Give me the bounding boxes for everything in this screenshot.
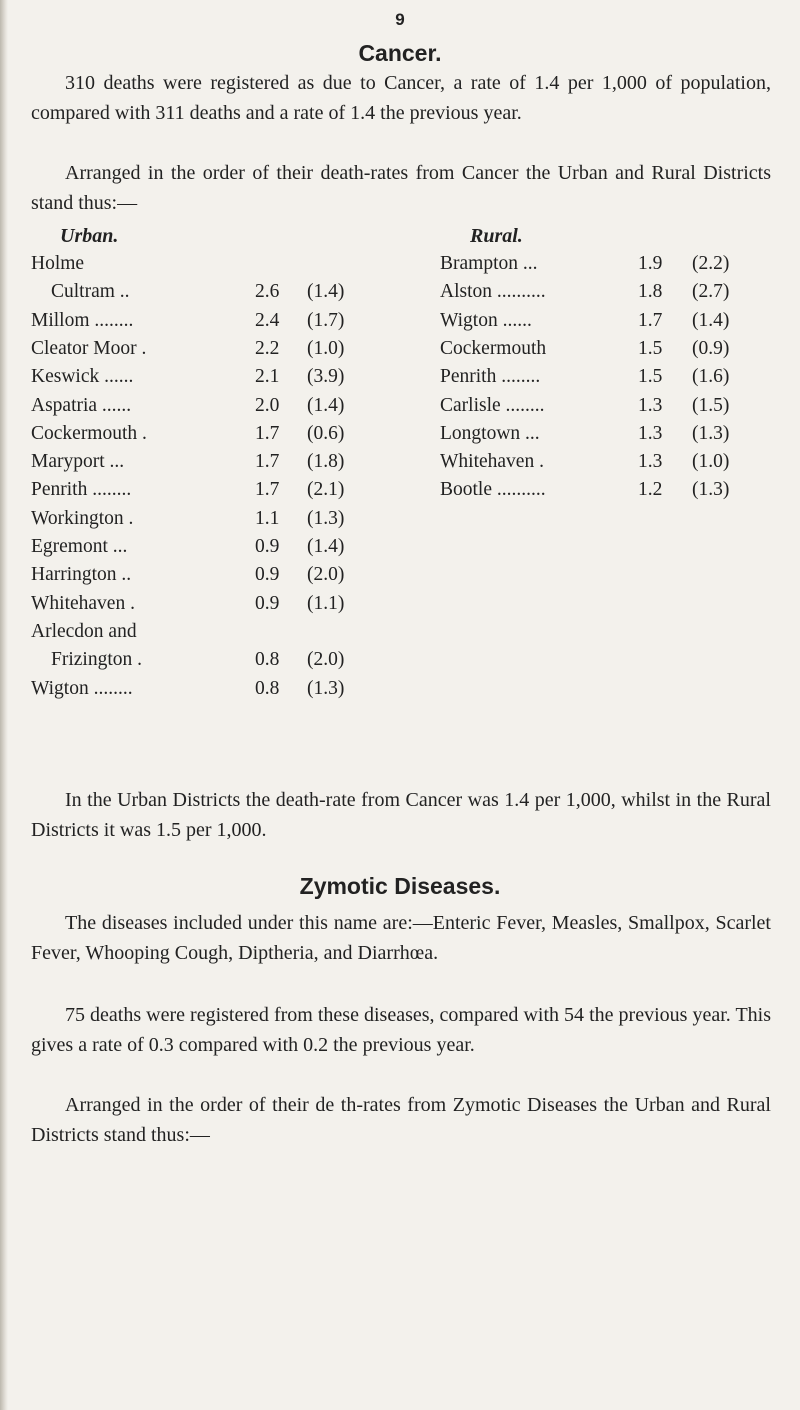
table-row <box>31 277 371 307</box>
previous-rate: (1.3) <box>692 479 730 501</box>
death-rate: 2.1 <box>255 366 280 388</box>
district-name: Cockermouth <box>440 337 547 359</box>
previous-rate: (0.9) <box>692 337 730 359</box>
district-name: Cockermouth . <box>31 422 147 444</box>
death-rate: 1.7 <box>255 479 280 501</box>
district-name: Holme <box>31 253 85 274</box>
death-rate: 0.9 <box>255 536 280 557</box>
table-row <box>31 391 371 421</box>
previous-rate: (1.4) <box>307 536 345 557</box>
district-name: Cleator Moor . <box>31 337 147 359</box>
table-row <box>31 475 371 505</box>
death-rate: 1.1 <box>255 507 280 529</box>
death-rate: 0.9 <box>255 592 280 614</box>
zymotic-arranged-text: Arranged in the order of their de th-rates from Zymotic Diseases the Urban and Rural Districts stand thus:— <box>31 1094 771 1146</box>
death-rate: 1.3 <box>638 394 663 416</box>
previous-rate: (1.4) <box>307 394 345 416</box>
table-row <box>31 249 371 279</box>
table-row <box>31 504 371 534</box>
previous-rate: (1.1) <box>307 592 345 614</box>
district-name: Alston .......... <box>440 281 546 303</box>
district-name: Arlecdon and <box>31 620 137 642</box>
table-row <box>440 249 780 279</box>
previous-rate: (1.6) <box>692 366 730 388</box>
district-name: Harrington .. <box>31 564 132 586</box>
urban-column-heading: Urban. <box>60 225 119 247</box>
zymotic-heading: Zymotic Diseases. <box>299 873 501 899</box>
previous-rate: (1.7) <box>307 309 345 331</box>
death-rate: 1.3 <box>638 422 663 444</box>
previous-rate: (1.3) <box>307 677 345 699</box>
previous-rate: (1.8) <box>307 451 345 473</box>
district-name: Longtown ... <box>440 422 540 444</box>
previous-rate: (1.0) <box>692 451 730 473</box>
cancer-arranged-paragraph <box>31 158 771 218</box>
table-row <box>440 306 780 336</box>
zymotic-diseases-text: The diseases included under this name are:—Enteric Fever, Measles, Smallpox, Scarlet Fever, Whooping Cough, Diptheria, and Diarrhœa. <box>31 912 771 964</box>
previous-rate: (1.3) <box>692 422 730 444</box>
district-name: Carlisle ........ <box>440 394 545 416</box>
table-row <box>31 645 371 675</box>
death-rate: 2.2 <box>255 337 280 359</box>
district-name: Millom ........ <box>31 309 134 331</box>
table-row <box>31 306 371 336</box>
table-row <box>440 391 780 421</box>
death-rate: 2.0 <box>255 394 280 416</box>
death-rate: 1.3 <box>638 451 663 473</box>
previous-rate: (2.7) <box>692 281 730 303</box>
cancer-intro-text: 310 deaths were registered as due to Cancer, a rate of 1.4 per 1,000 of population, compared with 311 deaths and a rate of 1.4 the previous year. <box>31 72 771 124</box>
previous-rate: (2.0) <box>307 649 345 671</box>
death-rate: 1.2 <box>638 479 663 501</box>
death-rate: 0.8 <box>255 677 280 699</box>
cancer-intro-paragraph <box>31 68 771 128</box>
death-rate: 1.8 <box>638 281 663 303</box>
district-name: Penrith ........ <box>31 479 132 501</box>
table-row <box>440 419 780 449</box>
previous-rate: (1.4) <box>692 309 730 331</box>
district-name: Frizington . <box>51 649 142 671</box>
zymotic-diseases-paragraph <box>31 908 771 968</box>
district-name: Keswick ...... <box>31 366 134 388</box>
cancer-summary-paragraph <box>31 785 771 845</box>
district-name: Cultram .. <box>51 281 130 303</box>
death-rate: 1.5 <box>638 337 663 359</box>
table-row <box>31 617 371 647</box>
table-row <box>31 447 371 477</box>
death-rate: 1.7 <box>255 422 280 444</box>
page-number: 9 <box>395 10 405 29</box>
zymotic-deaths-paragraph <box>31 1000 771 1060</box>
table-row <box>31 674 371 704</box>
district-name: Bootle .......... <box>440 479 546 501</box>
district-name: Brampton ... <box>440 253 538 274</box>
death-rate: 1.7 <box>638 309 663 331</box>
cancer-arranged-text: Arranged in the order of their death-rates from Cancer the Urban and Rural Districts stand thus:— <box>31 162 771 214</box>
district-name: Whitehaven . <box>31 592 135 614</box>
previous-rate: (3.9) <box>307 366 345 388</box>
table-row <box>440 277 780 307</box>
rural-column-heading: Rural. <box>470 225 523 247</box>
district-name: Wigton ........ <box>31 677 133 699</box>
table-row <box>31 589 371 619</box>
zymotic-deaths-text: 75 deaths were registered from these diseases, compared with 54 the previous year. This gives a rate of 0.3 compared with 0.2 the previous year. <box>31 1004 771 1056</box>
death-rate: 2.4 <box>255 309 280 331</box>
district-name: Whitehaven . <box>440 451 544 473</box>
previous-rate: (1.5) <box>692 394 730 416</box>
table-row <box>31 560 371 590</box>
previous-rate: (2.2) <box>692 253 730 274</box>
table-row <box>440 447 780 477</box>
death-rate: 1.5 <box>638 366 663 388</box>
table-row <box>31 532 371 562</box>
death-rate: 1.9 <box>638 253 663 274</box>
table-row <box>440 334 780 364</box>
table-row <box>440 362 780 392</box>
table-row <box>31 419 371 449</box>
cancer-summary-text: In the Urban Districts the death-rate from Cancer was 1.4 per 1,000, whilst in the Rural Districts it was 1.5 per 1,000. <box>31 789 771 841</box>
previous-rate: (1.0) <box>307 337 345 359</box>
table-row <box>31 334 371 364</box>
death-rate: 0.9 <box>255 564 280 586</box>
district-name: Maryport ... <box>31 451 125 473</box>
district-name: Egremont ... <box>31 536 128 557</box>
death-rate: 1.7 <box>255 451 280 473</box>
death-rate: 0.8 <box>255 649 280 671</box>
district-name: Aspatria ...... <box>31 394 132 416</box>
previous-rate: (1.3) <box>307 507 345 529</box>
district-name: Workington . <box>31 507 134 529</box>
zymotic-arranged-paragraph <box>31 1090 771 1150</box>
table-row <box>31 362 371 392</box>
death-rate: 2.6 <box>255 281 280 303</box>
previous-rate: (2.1) <box>307 479 345 501</box>
previous-rate: (2.0) <box>307 564 345 586</box>
table-row <box>440 475 780 505</box>
cancer-heading: Cancer. <box>358 40 442 66</box>
district-name: Penrith ........ <box>440 366 541 388</box>
previous-rate: (0.6) <box>307 422 345 444</box>
previous-rate: (1.4) <box>307 281 345 303</box>
district-name: Wigton ...... <box>440 309 532 331</box>
